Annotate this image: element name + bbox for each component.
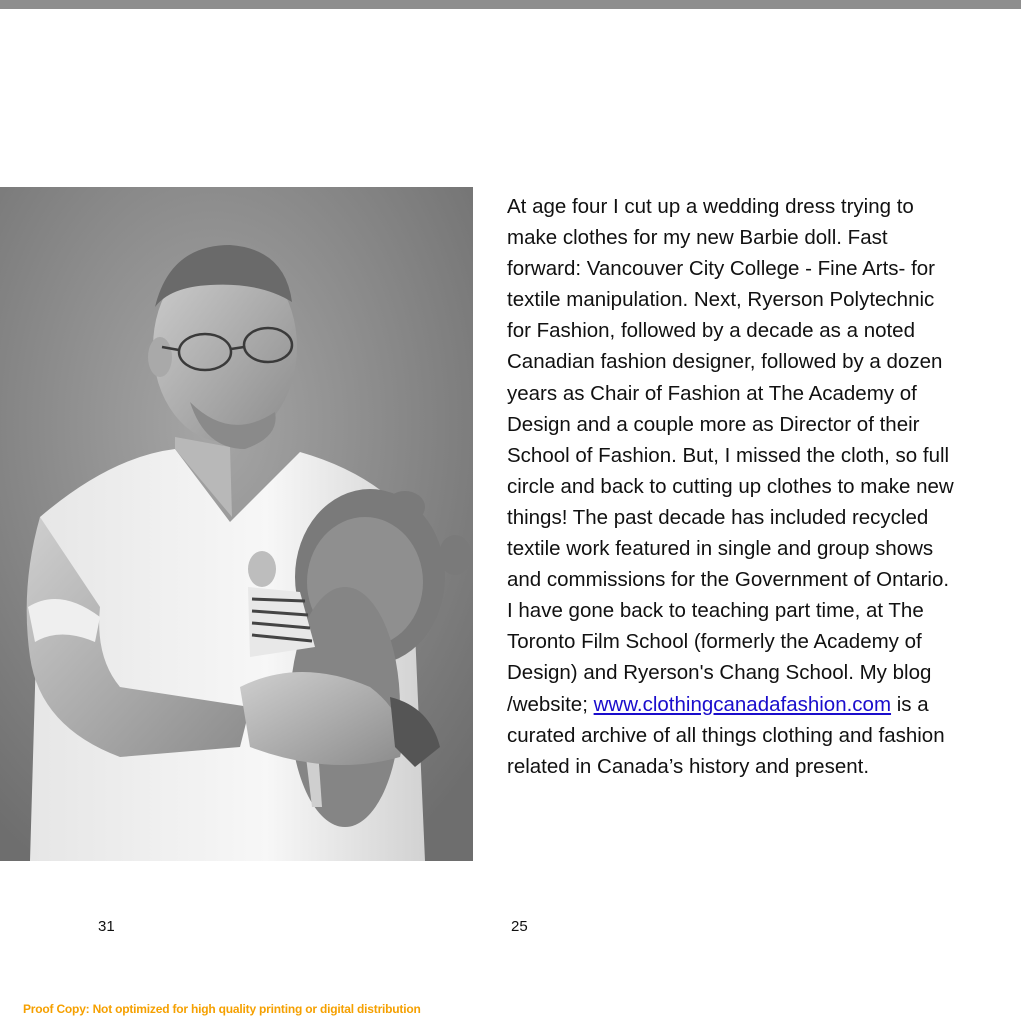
bio-text-continued: is a curated archive of all things clothing and fashion related in Canada’s history and present. bbox=[507, 692, 945, 778]
bio-paragraph bbox=[507, 191, 957, 782]
portrait-photo bbox=[0, 187, 473, 861]
website-link[interactable]: www.clothingcanadafashion.com bbox=[593, 692, 892, 716]
page-number-right: 25 bbox=[511, 918, 528, 935]
page-number-left: 31 bbox=[98, 918, 115, 935]
proof-copy-notice: Proof Copy: Not optimized for high quality printing or digital distribution bbox=[23, 1002, 421, 1016]
top-bar bbox=[0, 0, 1021, 9]
bio-text: At age four I cut up a wedding dress trying to make clothes for my new Barbie doll. Fast forward: Vancouver City College - Fine Arts- for textile manipulation. Next, Ryerson Polytechnic for Fashion, followed by a decade as a noted Canadian fashion designer, followed by a dozen years as Chair of Fashion at The Academy of Design and a couple more as Director of their School of Fashion. But, I missed the cloth, so full circle and back to cutting up clothes to make new things! The past decade has included recycled textile work featured in single and group shows and commissions for the Government of Ontario. I have gone back to teaching part time, at The Toronto Film School (formerly the Academy of Design) and Ryerson's Chang School. My blog /website; bbox=[507, 195, 954, 716]
